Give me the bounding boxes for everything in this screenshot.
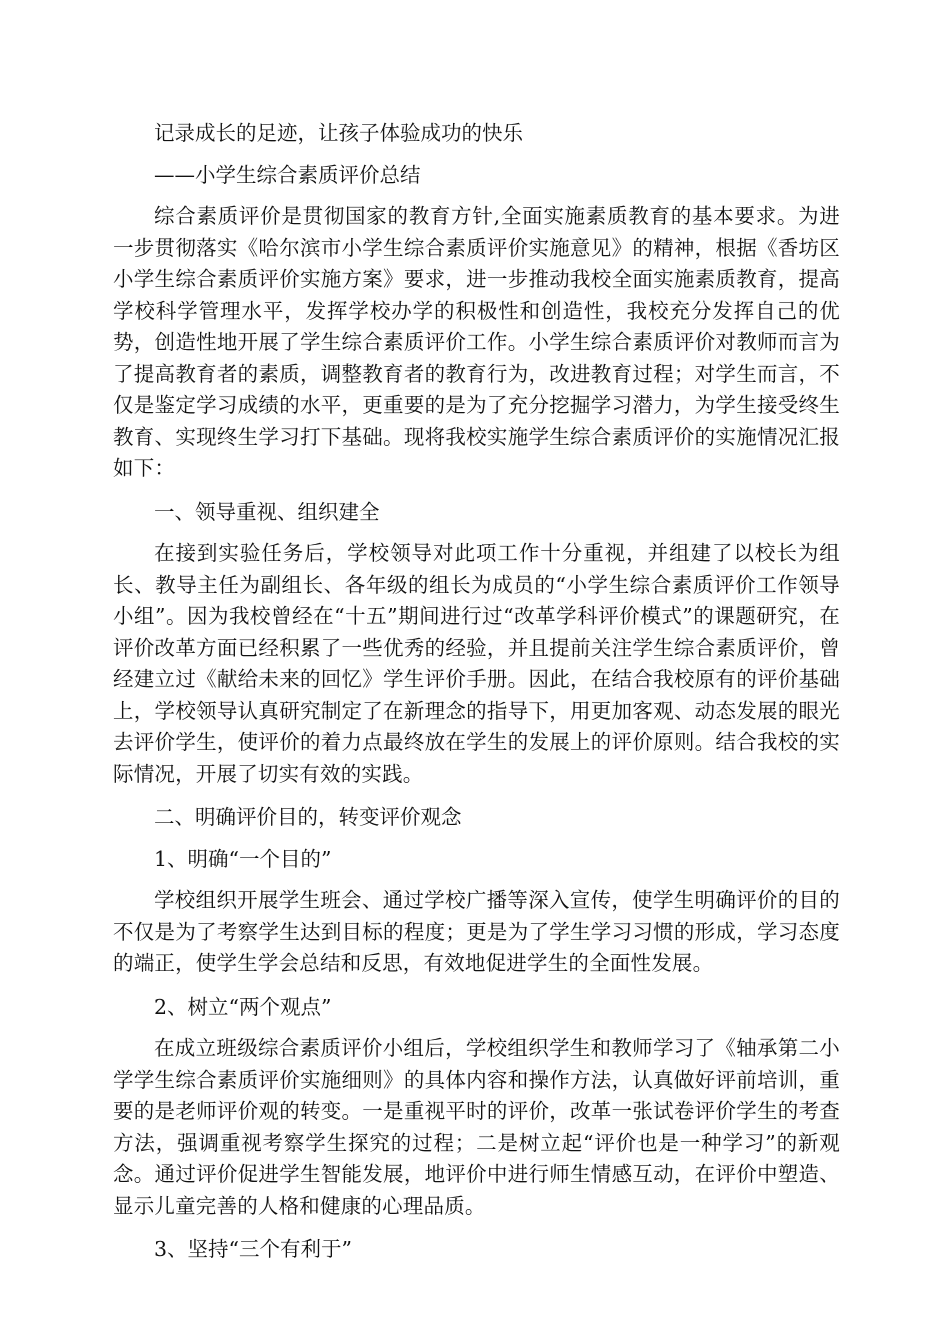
item-heading-1: 1、明确“一个目的” [154, 846, 332, 871]
item-heading-2: 2、树立“两个观点” [154, 994, 332, 1019]
section-heading-2: 二、明确评价目的，转变评价观念 [154, 805, 462, 829]
item-body-1: 学校组织开展学生班会、通过学校广播等深入宣传，使学生明确评价的目的不仅是为了考察学生达到目标的程度；更是为了学生学习习惯的形成，学习态度的端正，使学生学会总结和反思，有效地促进学生的全面性发展。 [113, 888, 840, 975]
document-subtitle: ——小学生综合素质评价总结 [154, 162, 421, 187]
document-body [113, 118, 840, 1266]
item-body-2: 在成立班级综合素质评价小组后，学校组织学生和教师学习了《轴承第二小学学生综合素质评价实施细则》的具体内容和操作方法，认真做好评前培训，重要的是老师评价观的转变。一是重视平时的评价，改革一张试卷评价学生的考查方法，强调重视考察学生探究的过程；二是树立起“评价也是一种学习”的新观念。通过评价促进学生智能发展，地评价中进行师生情感互动，在评价中塑造、显示儿童完善的人格和健康的心理品质。 [113, 1036, 840, 1218]
section-body-1: 在接到实验任务后，学校领导对此项工作十分重视，并组建了以校长为组长、教导主任为副组长、各年级的组长为成员的“小学生综合素质评价工作领导小组”。因为我校曾经在“十五”期间进行过“改革学科评价模式”的课题研究，在评价改革方面已经积累了一些优秀的经验，并且提前关注学生综合素质评价，曾经建立过《献给未来的回忆》学生评价手册。因此，在结合我校原有的评价基础上，学校领导认真研究制定了在新理念的指导下，用更加客观、动态发展的眼光去评价学生，使评价的着力点最终放在学生的发展上的评价原则。结合我校的实际情况，开展了切实有效的实践。 [113, 541, 840, 786]
intro-paragraph: 综合素质评价是贯彻国家的教育方针,全面实施素质教育的基本要求。为进一步贯彻落实《哈尔滨市小学生综合素质评价实施意见》的精神，根据《香坊区小学生综合素质评价实施方案》要求，进一步推动我校全面实施素质教育，提高学校科学管理水平，发挥学校办学的积极性和创造性，我校充分发挥自己的优势，创造性地开展了学生综合素质评价工作。小学生综合素质评价对教师而言为了提高教育者的素质，调整教育者的教育行为，改进教育过程；对学生而言，不仅是鉴定学习成绩的水平，更重要的是为了充分挖掘学习潜力，为学生接受终生教育、实现终生学习打下基础。现将我校实施学生综合素质评价的实施情况汇报如下： [113, 204, 840, 480]
item-heading-3: 3、坚持“三个有利于” [154, 1237, 353, 1261]
document-title: 记录成长的足迹，让孩子体验成功的快乐 [154, 121, 523, 145]
section-heading-1: 一、领导重视、组织建全 [154, 499, 380, 524]
